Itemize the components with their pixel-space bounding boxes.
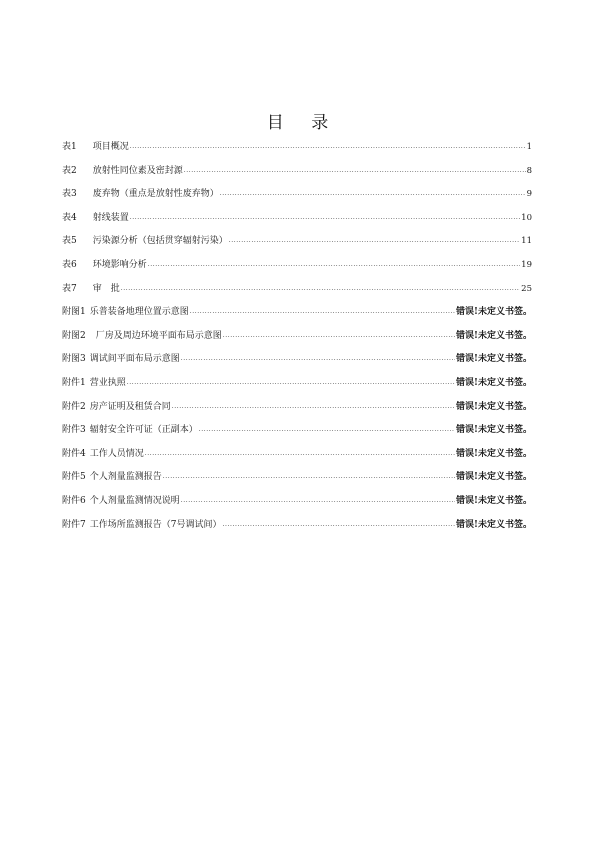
- dot-leader: [130, 209, 520, 227]
- dot-leader: [190, 303, 455, 321]
- toc-entry-error-ref: 错误!未定义书签。: [456, 472, 532, 483]
- toc-entry[interactable]: [62, 327, 532, 351]
- toc-entry-error-ref: 错误!未定义书签。: [456, 354, 532, 365]
- toc-entry-title: 污染源分析（包括贯穿辐射污染）: [92, 236, 228, 247]
- toc-entry-title: 放射性同位素及密封源: [92, 165, 183, 176]
- toc-entry-number: 附件4: [62, 448, 86, 459]
- toc-entry-error-ref: 错误!未定义书签。: [456, 425, 532, 436]
- toc-entry-title: 工作场所监测报告（7号调试间）: [89, 519, 222, 530]
- dot-leader: [145, 445, 455, 463]
- dot-leader: [130, 138, 526, 156]
- dot-leader: [172, 398, 455, 416]
- toc-entry-number: 表6: [62, 259, 77, 270]
- toc-entry-title: 环境影响分析: [92, 259, 147, 270]
- toc-entry-title: 个人剂量监测情况说明: [89, 495, 180, 506]
- dot-leader: [223, 327, 455, 345]
- toc-entry-page-number: 19: [521, 259, 532, 270]
- toc-entry-number: 表7: [62, 283, 77, 294]
- toc-entry[interactable]: [62, 421, 532, 445]
- toc-entry[interactable]: [62, 492, 532, 516]
- toc-entry-title: 乐普装备地理位置示意图: [89, 307, 189, 318]
- toc-entry[interactable]: [62, 468, 532, 492]
- toc-entry-title: 个人剂量监测报告: [89, 472, 162, 483]
- toc-entry-page-number: 11: [521, 236, 532, 247]
- toc-entry-title: 辐射安全许可证（正副本）: [89, 425, 198, 436]
- dot-leader: [181, 492, 455, 510]
- toc-entry-title: 营业执照: [89, 377, 126, 388]
- toc-entry[interactable]: [62, 209, 532, 233]
- toc-entry-number: 附图1: [62, 307, 86, 318]
- dot-leader: [222, 516, 455, 534]
- toc-entry-error-ref: 错误!未定义书签。: [456, 401, 532, 412]
- table-of-contents: [62, 138, 532, 539]
- toc-entry-page-number: 9: [526, 189, 532, 200]
- toc-entry-error-ref: 错误!未定义书签。: [456, 330, 532, 341]
- toc-entry[interactable]: [62, 303, 532, 327]
- toc-entry-number: 附图2: [62, 330, 86, 341]
- toc-entry-number: 附图3: [62, 354, 86, 365]
- dot-leader: [163, 468, 455, 486]
- toc-entry-error-ref: 错误!未定义书签。: [456, 307, 532, 318]
- toc-entry-number: 附件1: [62, 377, 86, 388]
- toc-title: 目 录: [266, 113, 340, 133]
- toc-entry-title: 房产证明及租赁合同: [89, 401, 171, 412]
- toc-entry-page-number: 8: [526, 165, 532, 176]
- toc-entry[interactable]: [62, 232, 532, 256]
- dot-leader: [181, 350, 455, 368]
- dot-leader: [229, 232, 520, 250]
- toc-entry[interactable]: [62, 138, 532, 162]
- toc-entry[interactable]: [62, 185, 532, 209]
- toc-entry-page-number: 25: [521, 283, 532, 294]
- toc-entry[interactable]: [62, 256, 532, 280]
- toc-entry-title: 废弃物（重点是放射性废弃物）: [92, 189, 219, 200]
- toc-entry-page-number: 1: [526, 142, 532, 152]
- toc-entry-title: 厂房及周边环境平面布局示意图: [95, 330, 222, 341]
- toc-entry-number: 表5: [62, 236, 77, 247]
- toc-entry[interactable]: [62, 398, 532, 422]
- toc-entry-number: 附件3: [62, 425, 86, 436]
- dot-leader: [127, 374, 455, 392]
- dot-leader: [121, 280, 520, 298]
- toc-entry-page-number: 10: [521, 212, 532, 223]
- toc-entry-error-ref: 错误!未定义书签。: [456, 495, 532, 506]
- toc-entry[interactable]: [62, 374, 532, 398]
- toc-entry-title: 审 批: [92, 283, 120, 294]
- toc-entry-error-ref: 错误!未定义书签。: [456, 519, 532, 530]
- toc-entry-error-ref: 错误!未定义书签。: [456, 448, 532, 459]
- toc-entry-number: 附件6: [62, 495, 86, 506]
- dot-leader: [184, 162, 526, 180]
- toc-entry-number: 表3: [62, 189, 77, 200]
- toc-entry-number: 附件5: [62, 472, 86, 483]
- toc-entry[interactable]: [62, 516, 532, 540]
- toc-entry-number: 表4: [62, 212, 77, 223]
- toc-entry[interactable]: [62, 162, 532, 186]
- toc-entry-number: 表2: [62, 165, 77, 176]
- toc-entry-title: 工作人员情况: [89, 448, 144, 459]
- dot-leader: [199, 421, 455, 439]
- toc-entry[interactable]: [62, 280, 532, 304]
- toc-entry[interactable]: [62, 350, 532, 374]
- toc-entry-number: 附件2: [62, 401, 86, 412]
- dot-leader: [220, 185, 526, 203]
- toc-entry[interactable]: [62, 445, 532, 469]
- toc-entry-title: 射线装置: [92, 212, 129, 223]
- toc-entry-number: 附件7: [62, 519, 86, 530]
- toc-entry-number: 表1: [62, 142, 77, 152]
- dot-leader: [148, 256, 520, 274]
- toc-entry-error-ref: 错误!未定义书签。: [456, 377, 532, 388]
- toc-entry-title: 项目概况: [92, 142, 129, 152]
- toc-entry-title: 调试间平面布局示意图: [89, 354, 180, 365]
